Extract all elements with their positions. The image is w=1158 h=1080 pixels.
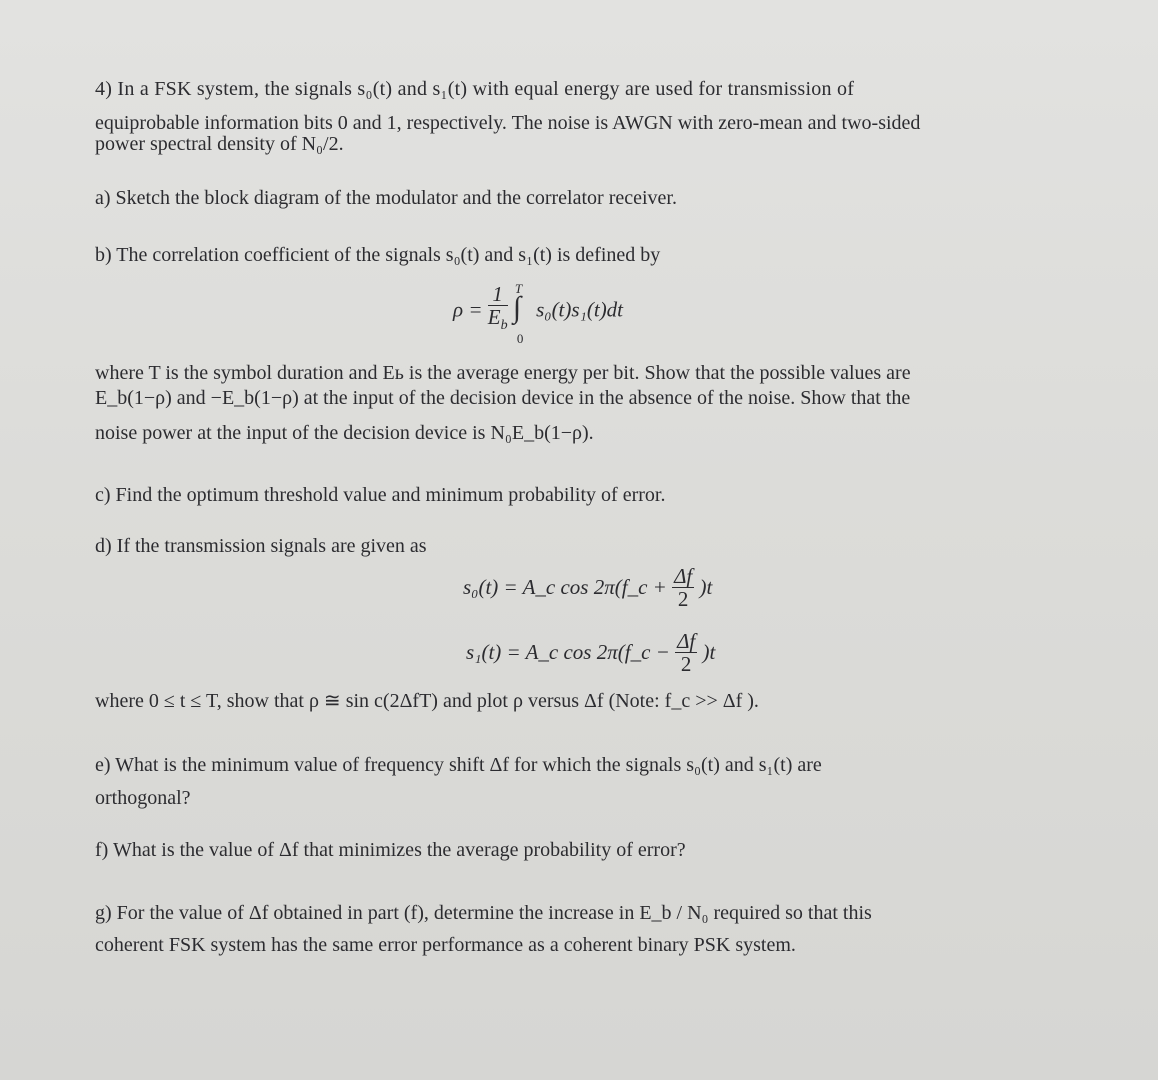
rho-fraction bbox=[488, 283, 508, 337]
s0-eq-right: )t bbox=[699, 575, 713, 599]
s1-df-den: 2 bbox=[680, 652, 692, 676]
s0-eq-left: s₀(t) = A_c cos 2π(f_c + bbox=[463, 575, 667, 599]
part-g-line-2: coherent FSK system has the same error performance as a coherent binary PSK system. bbox=[95, 934, 796, 956]
s1-df-num: Δf bbox=[677, 629, 696, 653]
part-a: a) Sketch the block diagram of the modulator and the correlator receiver. bbox=[95, 187, 677, 209]
rho-frac-den bbox=[488, 306, 508, 337]
part-b-line-1: b) The correlation coefficient of the signals s₀(t) and s₁(t) is defined by bbox=[95, 244, 661, 266]
rho-equation bbox=[453, 281, 624, 347]
s0-df-num: Δf bbox=[674, 564, 693, 588]
part-b-line-4: noise power at the input of the decision device is N₀E_b(1−ρ). bbox=[95, 422, 594, 444]
s1-df-fraction bbox=[675, 630, 697, 675]
integral bbox=[512, 281, 531, 347]
s1-eq-left: s₁(t) = A_c cos 2π(f_c − bbox=[466, 640, 670, 664]
integral-upper-limit: T bbox=[514, 281, 523, 297]
s1-equation bbox=[466, 630, 715, 675]
part-d-line-1: d) If the transmission signals are given as bbox=[95, 535, 427, 557]
part-f: f) What is the value of Δf that minimizes the average probability of error? bbox=[95, 839, 686, 861]
rho-frac-num: 1 bbox=[488, 283, 508, 306]
part-b-line-3: E_b(1−ρ) and −E_b(1−ρ) at the input of the decision device in the absence of the noise. Show that the bbox=[95, 387, 911, 409]
rho-frac-den-sub: b bbox=[500, 318, 508, 334]
part-e-line-2: orthogonal? bbox=[95, 787, 191, 809]
integral-lower-limit: 0 bbox=[516, 331, 524, 347]
rho-lhs: ρ = bbox=[453, 297, 483, 322]
part-b-line-2: where T is the symbol duration and Eь is the average energy per bit. Show that the possible values are bbox=[95, 362, 911, 384]
problem-line-2: equiprobable information bits 0 and 1, respectively. The noise is AWGN with zero-mean and two-sided bbox=[95, 112, 921, 134]
integral-sign: ∫ bbox=[512, 291, 522, 325]
part-c: c) Find the optimum threshold value and minimum probability of error. bbox=[95, 484, 666, 506]
part-e-line-1: e) What is the minimum value of frequency shift Δf for which the signals s₀(t) and s₁(t) are bbox=[95, 754, 822, 776]
rho-frac-den-E: E bbox=[487, 305, 501, 329]
integrand: s₀(t)s₁(t)dt bbox=[536, 297, 624, 322]
s1-eq-right: )t bbox=[702, 640, 716, 664]
s0-df-fraction bbox=[672, 565, 694, 610]
s0-equation bbox=[463, 565, 712, 610]
problem-line-3: power spectral density of N₀/2. bbox=[95, 133, 344, 155]
problem-line-1: 4) In a FSK system, the signals s₀(t) and s₁(t) with equal energy are used for transmission of bbox=[95, 78, 855, 100]
part-d-line-2: where 0 ≤ t ≤ T, show that ρ ≅ sin c(2ΔfT) and plot ρ versus Δf (Note: f_c >> Δf ). bbox=[95, 690, 759, 712]
s0-df-den: 2 bbox=[677, 587, 689, 611]
part-g-line-1: g) For the value of Δf obtained in part (f), determine the increase in E_b / N₀ required so that this bbox=[95, 902, 872, 924]
